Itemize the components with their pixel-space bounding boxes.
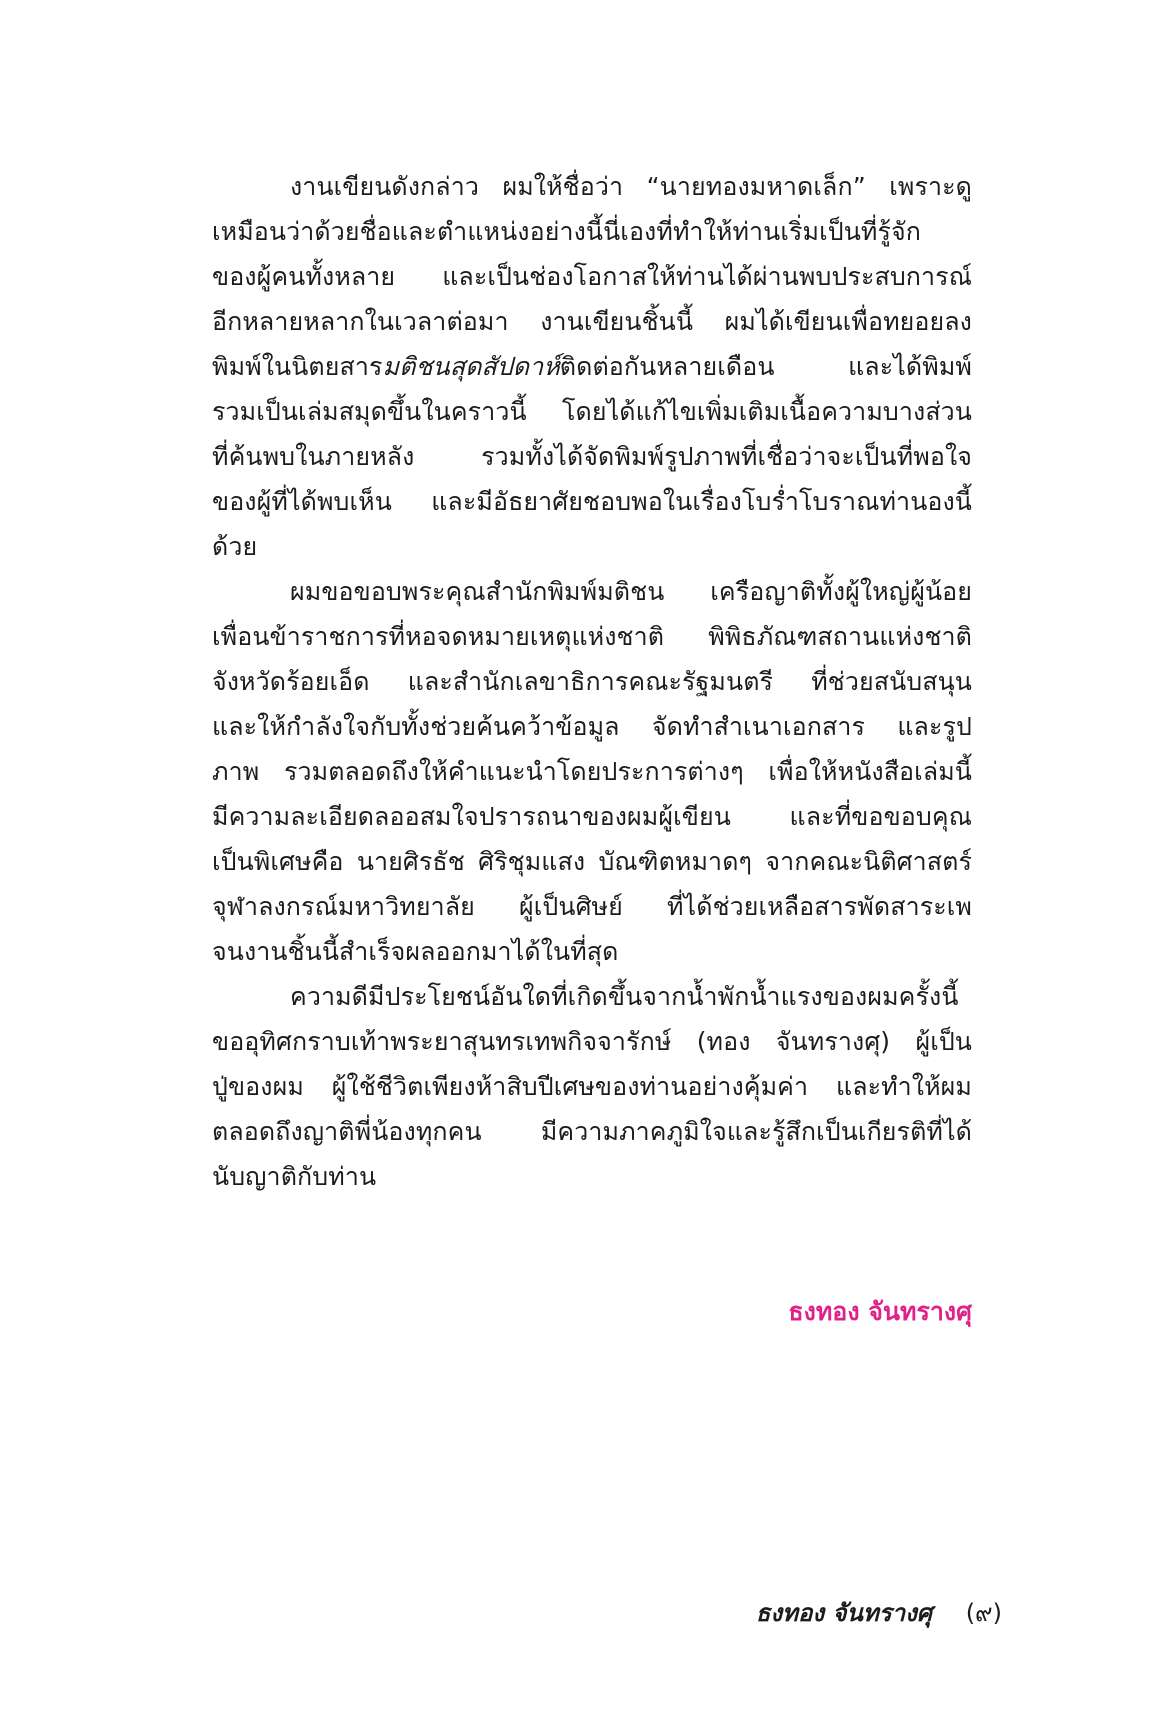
text-line: นับญาติกับท่าน (212, 1162, 377, 1191)
text-line: ที่ค้นพบในภายหลัง รวมทั้งได้จัดพิมพ์รูปภาพที่เชื่อว่าจะเป็นที่พอใจ (212, 442, 972, 471)
text-line: งานเขียนดังกล่าว ผมให้ชื่อว่า “นายทองมหาดเล็ก” เพราะดู (290, 172, 972, 201)
text-line: ผมขอขอบพระคุณสำนักพิมพ์มติชน เครือญาติทั้งผู้ใหญ่ผู้น้อย (290, 577, 972, 606)
text-line: และให้กำลังใจกับทั้งช่วยค้นคว้าข้อมูล จัดทำสำเนาเอกสาร และรูป (212, 712, 972, 741)
page-footer (756, 1593, 1002, 1632)
text-line: เพื่อนข้าราชการที่หอจดหมายเหตุแห่งชาติ พิพิธภัณฑสถานแห่งชาติ (212, 622, 972, 651)
magazine-title: มติชนสุดสัปดาห์ (382, 352, 560, 381)
text-line: ความดีมีประโยชน์อันใดที่เกิดขึ้นจากน้ำพักน้ำแรงของผมครั้งนี้ (290, 982, 959, 1011)
page-number: (๙) (965, 1599, 1002, 1627)
text-segment: พิมพ์ในนิตยสาร (212, 352, 383, 381)
text-line: จนงานชิ้นนี้สำเร็จผลออกมาได้ในที่สุด (212, 937, 619, 966)
text-line: จังหวัดร้อยเอ็ด และสำนักเลขาธิการคณะรัฐมนตรี ที่ช่วยสนับสนุน (212, 667, 972, 696)
paragraph (212, 569, 972, 974)
text-line: รวมเป็นเล่มสมุดขึ้นในคราวนี้ โดยได้แก้ไขเพิ่มเติมเนื้อความบางส่วน (212, 397, 972, 426)
text-line: ภาพ รวมตลอดถึงให้คำแนะนำโดยประการต่างๆ เพื่อให้หนังสือเล่มนี้ (212, 757, 972, 786)
author-signature: ธงทอง จันทรางศุ (788, 1297, 972, 1326)
text-line: ของผู้ที่ได้พบเห็น และมีอัธยาศัยชอบพอในเรื่องโบร่ำโบราณท่านองนี้ (212, 487, 972, 516)
text-line: เหมือนว่าด้วยชื่อและตำแหน่งอย่างนี้นี่เองที่ทำให้ท่านเริ่มเป็นที่รู้จัก (212, 217, 922, 246)
text-line: ของผู้คนทั้งหลาย และเป็นช่องโอกาสให้ท่านได้ผ่านพบประสบการณ์ (212, 262, 972, 291)
paragraph (212, 164, 972, 569)
body-text (212, 164, 972, 1199)
text-line: ปู่ของผม ผู้ใช้ชีวิตเพียงห้าสิบปีเศษของท่านอย่างคุ้มค่า และทำให้ผม (212, 1072, 972, 1101)
text-line: ตลอดถึงญาติพี่น้องทุกคน มีความภาคภูมิใจและรู้สึกเป็นเกียรติที่ได้ (212, 1117, 972, 1146)
running-title: ธงทอง จันทรางศุ (755, 1599, 933, 1627)
text-line: อีกหลายหลากในเวลาต่อมา งานเขียนชิ้นนี้ ผมได้เขียนเพื่อทยอยลง (212, 307, 972, 336)
text-line (212, 344, 972, 389)
paragraph (212, 974, 972, 1199)
text-line: เป็นพิเศษคือ นายศิรธัช ศิริชุมแสง บัณฑิตหมาดๆ จากคณะนิติศาสตร์ (212, 847, 972, 876)
text-line: จุฬาลงกรณ์มหาวิทยาลัย ผู้เป็นศิษย์ ที่ได้ช่วยเหลือสารพัดสาระเพ (212, 892, 972, 921)
text-line: มีความละเอียดลออสมใจปรารถนาของผมผู้เขียน และที่ขอขอบคุณ (212, 802, 972, 831)
text-line: ขออุทิศกราบเท้าพระยาสุนทรเทพกิจจารักษ์ (ทอง จันทรางศุ) ผู้เป็น (212, 1027, 972, 1056)
text-line: ด้วย (212, 532, 258, 561)
text-segment: ติดต่อกันหลายเดือน และได้พิมพ์ (559, 352, 972, 381)
